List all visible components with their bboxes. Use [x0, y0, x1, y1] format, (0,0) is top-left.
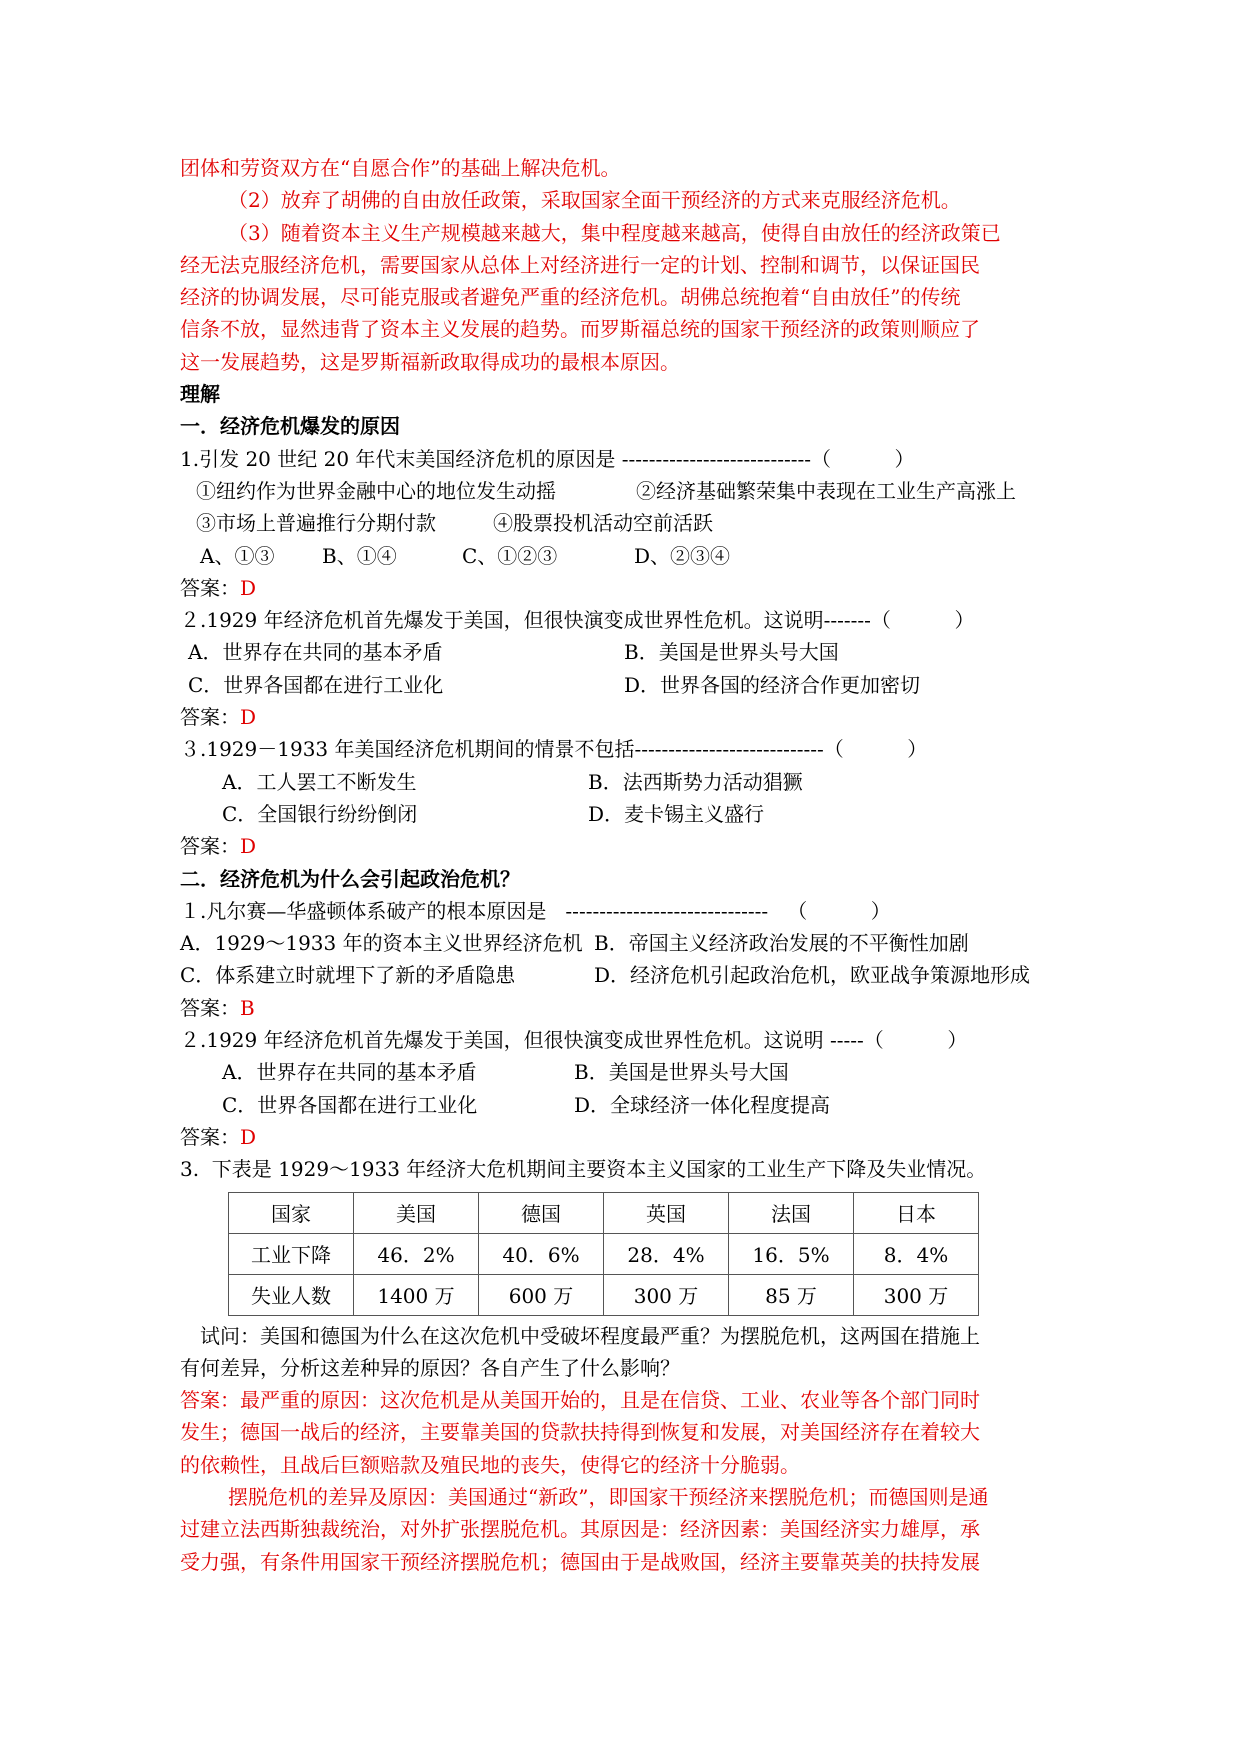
choice-d: D．全球经济一体化程度提高 — [574, 1092, 831, 1117]
answer-label: 答案： — [180, 995, 240, 1020]
choice-b: B．法西斯势力活动猖獗 — [588, 769, 803, 794]
table-cell: 600 万 — [479, 1274, 604, 1315]
answer-line — [180, 830, 1072, 862]
choice-a: A．1929～1933 年的资本主义世界经济危机 — [180, 931, 583, 956]
answer-value: D — [240, 1124, 257, 1149]
answer-label: 答案： — [180, 834, 240, 859]
intro-line: 信条不放，显然违背了资本主义发展的趋势。而罗斯福总统的国家干预经济的政策则顺应了 — [180, 317, 980, 342]
section-title: 一．经济危机爆发的原因 — [180, 414, 400, 439]
choice-row — [180, 669, 1072, 701]
option: ①纽约作为世界金融中心的地位发生动摇 — [196, 478, 556, 503]
answer-label: 答案： — [180, 705, 240, 730]
choice-d: D．经济危机引起政治危机，欧亚战争策源地形成 — [594, 963, 1031, 988]
question-ask: 有何差异，分析这差种异的原因？各自产生了什么影响？ — [180, 1355, 680, 1380]
choice-row — [180, 766, 1072, 798]
heading-lijie: 理解 — [180, 382, 220, 407]
answer-line — [180, 701, 1072, 733]
table-cell: 300 万 — [854, 1274, 979, 1315]
option-row — [180, 507, 1072, 539]
choice-row — [180, 1056, 1072, 1088]
answer-line — [180, 572, 1072, 604]
answer-text: 摆脱危机的差异及原因：美国通过“新政”，即国家干预经济来摆脱危机；而德国则是通 — [228, 1484, 989, 1509]
choice-row — [180, 798, 1072, 830]
choice-row — [180, 540, 1072, 572]
answer-text: 的依赖性，且战后巨额赔款及殖民地的丧失，使得它的经济十分脆弱。 — [180, 1452, 800, 1477]
answer-text: 发生；德国一战后的经济，主要靠美国的贷款扶持得到恢复和发展，对美国经济存在着较大 — [180, 1420, 980, 1445]
choice-c: C．体系建立时就埋下了新的矛盾隐患 — [180, 963, 516, 988]
table-cell: 46．2% — [354, 1233, 479, 1274]
table-cell: 300 万 — [604, 1274, 729, 1315]
option: ②经济基础繁荣集中表现在工业生产高涨上 — [636, 478, 1016, 503]
choice-a: A．工人罢工不断发生 — [222, 769, 417, 794]
choice-c: C、①②③ — [462, 543, 558, 568]
option: ③市场上普遍推行分期付款 — [196, 511, 436, 536]
table-header-cell: 英国 — [604, 1192, 729, 1233]
table-cell: 1400 万 — [354, 1274, 479, 1315]
table-cell: 28．4% — [604, 1233, 729, 1274]
table-header-cell: 德国 — [479, 1192, 604, 1233]
table-cell: 失业人数 — [229, 1274, 354, 1315]
choice-b: B．美国是世界头号大国 — [624, 640, 839, 665]
intro-line: 经无法克服经济危机，需要国家从总体上对经济进行一定的计划、控制和调节，以保证国民 — [180, 252, 980, 277]
answer-value: D — [240, 705, 257, 730]
answer-label: 答案： — [180, 1124, 240, 1149]
answer-value: D — [240, 575, 257, 600]
intro-line: 这一发展趋势，这是罗斯福新政取得成功的最根本原因。 — [180, 349, 680, 374]
choice-d: D、②③④ — [634, 543, 731, 568]
table-cell: 工业下降 — [229, 1233, 354, 1274]
answer-value: B — [240, 995, 255, 1020]
choice-a: A．世界存在共同的基本矛盾 — [222, 1060, 477, 1085]
answer-text: 答案：最严重的原因：这次危机是从美国开始的，且是在信贷、工业、农业等各个部门同时 — [180, 1388, 980, 1413]
answer-text: 过建立法西斯独裁统治，对外扩张摆脱危机。其原因是：经济因素：美国经济实力雄厚，承 — [180, 1517, 980, 1542]
choice-row — [180, 959, 1072, 991]
table-header-cell: 日本 — [854, 1192, 979, 1233]
table-cell: 16．5% — [729, 1233, 854, 1274]
data-table — [228, 1192, 979, 1316]
choice-row — [180, 1089, 1072, 1121]
choice-row — [180, 927, 1072, 959]
option-row — [180, 475, 1072, 507]
choice-b: B．帝国主义经济政治发展的不平衡性加剧 — [594, 931, 969, 956]
choice-c: C．世界各国都在进行工业化 — [188, 672, 444, 697]
document-page — [180, 152, 1072, 1578]
choice-a: A、①③ — [200, 543, 275, 568]
table-cell: 85 万 — [729, 1274, 854, 1315]
choice-c: C．全国银行纷纷倒闭 — [222, 801, 418, 826]
choice-a: A．世界存在共同的基本矛盾 — [188, 640, 443, 665]
choice-b: B．美国是世界头号大国 — [574, 1060, 789, 1085]
table-header-row — [229, 1192, 979, 1233]
question-ask: 试问：美国和德国为什么在这次危机中受破坏程度最严重？为摆脱危机，这两国在措施上 — [200, 1323, 980, 1348]
table-header-cell: 法国 — [729, 1192, 854, 1233]
intro-line: 团体和劳资双方在“自愿合作”的基础上解决危机。 — [180, 156, 621, 180]
option: ④股票投机活动空前活跃 — [493, 511, 713, 536]
question-stem: １.凡尔赛—华盛顿体系破产的根本原因是 ------------------------------ （ ） — [180, 898, 891, 923]
table-row — [229, 1274, 979, 1315]
table-header-cell: 国家 — [229, 1192, 354, 1233]
choice-row — [180, 636, 1072, 668]
question-stem: ２.1929 年经济危机首先爆发于美国，但很快演变成世界性危机。这说明 -----（ ） — [180, 1028, 968, 1053]
intro-line: 经济的协调发展，尽可能克服或者避免严重的经济危机。胡佛总统抱着“自由放任”的传统 — [180, 285, 961, 310]
table-row — [229, 1233, 979, 1274]
intro-line: （2）放弃了胡佛的自由放任政策，采取国家全面干预经济的方式来克服经济危机。 — [228, 188, 961, 213]
question-stem: 3. 下表是 1929～1933 年经济大危机期间主要资本主义国家的工业生产下降及失业情况。 — [180, 1157, 987, 1182]
question-stem: ２.1929 年经济危机首先爆发于美国，但很快演变成世界性危机。这说明-------（ ） — [180, 608, 975, 633]
choice-c: C．世界各国都在进行工业化 — [222, 1092, 478, 1117]
question-stem: 1.引发 20 世纪 20 年代末美国经济危机的原因是 ----------------------------（ ） — [180, 446, 915, 471]
question-stem: ３.1929－1933 年美国经济危机期间的情景不包括----------------------------（ ） — [180, 737, 928, 762]
table-cell: 40．6% — [479, 1233, 604, 1274]
table-header-cell: 美国 — [354, 1192, 479, 1233]
choice-d: D．麦卡锡主义盛行 — [588, 801, 765, 826]
choice-d: D．世界各国的经济合作更加密切 — [624, 672, 921, 697]
table-cell: 8．4% — [854, 1233, 979, 1274]
answer-text: 受力强，有条件用国家干预经济摆脱危机；德国由于是战败国，经济主要靠英美的扶持发展 — [180, 1549, 980, 1574]
answer-line — [180, 1121, 1072, 1153]
choice-b: B、①④ — [322, 543, 397, 568]
answer-label: 答案： — [180, 575, 240, 600]
section-title: 二．经济危机为什么会引起政治危机？ — [180, 866, 520, 891]
answer-value: D — [240, 834, 257, 859]
answer-line — [180, 992, 1072, 1024]
intro-line: （3）随着资本主义生产规模越来越大，集中程度越来越高，使得自由放任的经济政策已 — [228, 220, 1001, 245]
